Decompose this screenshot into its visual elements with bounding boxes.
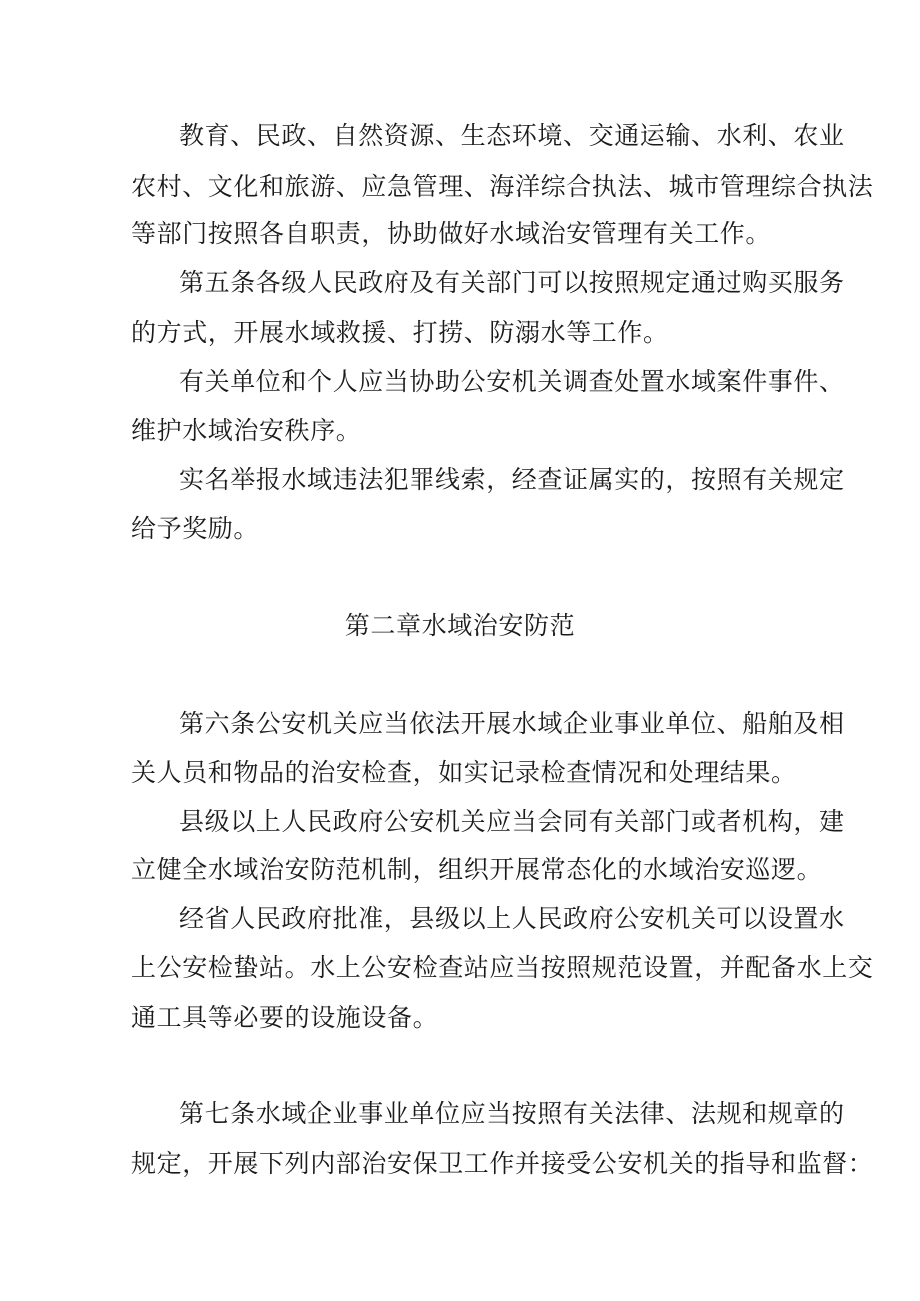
paragraph-line: 规定，开展下列内部治安保卫工作并接受公安机关的指导和监督： (131, 1149, 874, 1178)
paragraph-line: 第六条公安机关应当依法开展水域企业事业单位、船舶及相 (179, 709, 845, 738)
chapter-heading: 第二章水域治安防范 (344, 611, 576, 640)
paragraph-line: 农村、文化和旅游、应急管理、海洋综合执法、城市管理综合执法 (131, 172, 874, 201)
paragraph-line: 维护水域治安秩序。 (131, 416, 362, 445)
paragraph-line: 的方式，开展水域救援、打捞、防溺水等工作。 (131, 318, 669, 347)
paragraph-line: 通工具等必要的设施设备。 (131, 1003, 439, 1032)
paragraph-line: 关人员和物品的治安检查，如实记录检查情况和处理结果。 (131, 758, 797, 787)
paragraph-line: 上公安检蛰站。水上公安检查站应当按照规范设置，并配备水上交 (131, 953, 874, 982)
paragraph-line: 教育、民政、自然资源、生态环境、交通运输、水利、农业 (179, 121, 845, 150)
paragraph-line: 经省人民政府批准，县级以上人民政府公安机关可以设置水 (179, 904, 845, 933)
paragraph-line: 第七条水域企业事业单位应当按照有关法律、法规和规章的 (179, 1099, 845, 1128)
paragraph-line: 县级以上人民政府公安机关应当会同有关部门或者机构，建 (179, 807, 845, 836)
paragraph-line: 第五条各级人民政府及有关部门可以按照规定通过购买服务 (179, 268, 845, 297)
paragraph-line: 给予奖励。 (131, 514, 260, 543)
paragraph-line: 实名举报水域违法犯罪线索，经查证属实的，按照有关规定 (179, 465, 845, 494)
paragraph-line: 有关单位和个人应当协助公安机关调查处置水域案件事件、 (179, 367, 845, 396)
paragraph-line: 立健全水域治安防范机制，组织开展常态化的水域治安巡逻。 (131, 855, 823, 884)
paragraph-line: 等部门按照各自职责，协助做好水域治安管理有关工作。 (131, 219, 772, 248)
